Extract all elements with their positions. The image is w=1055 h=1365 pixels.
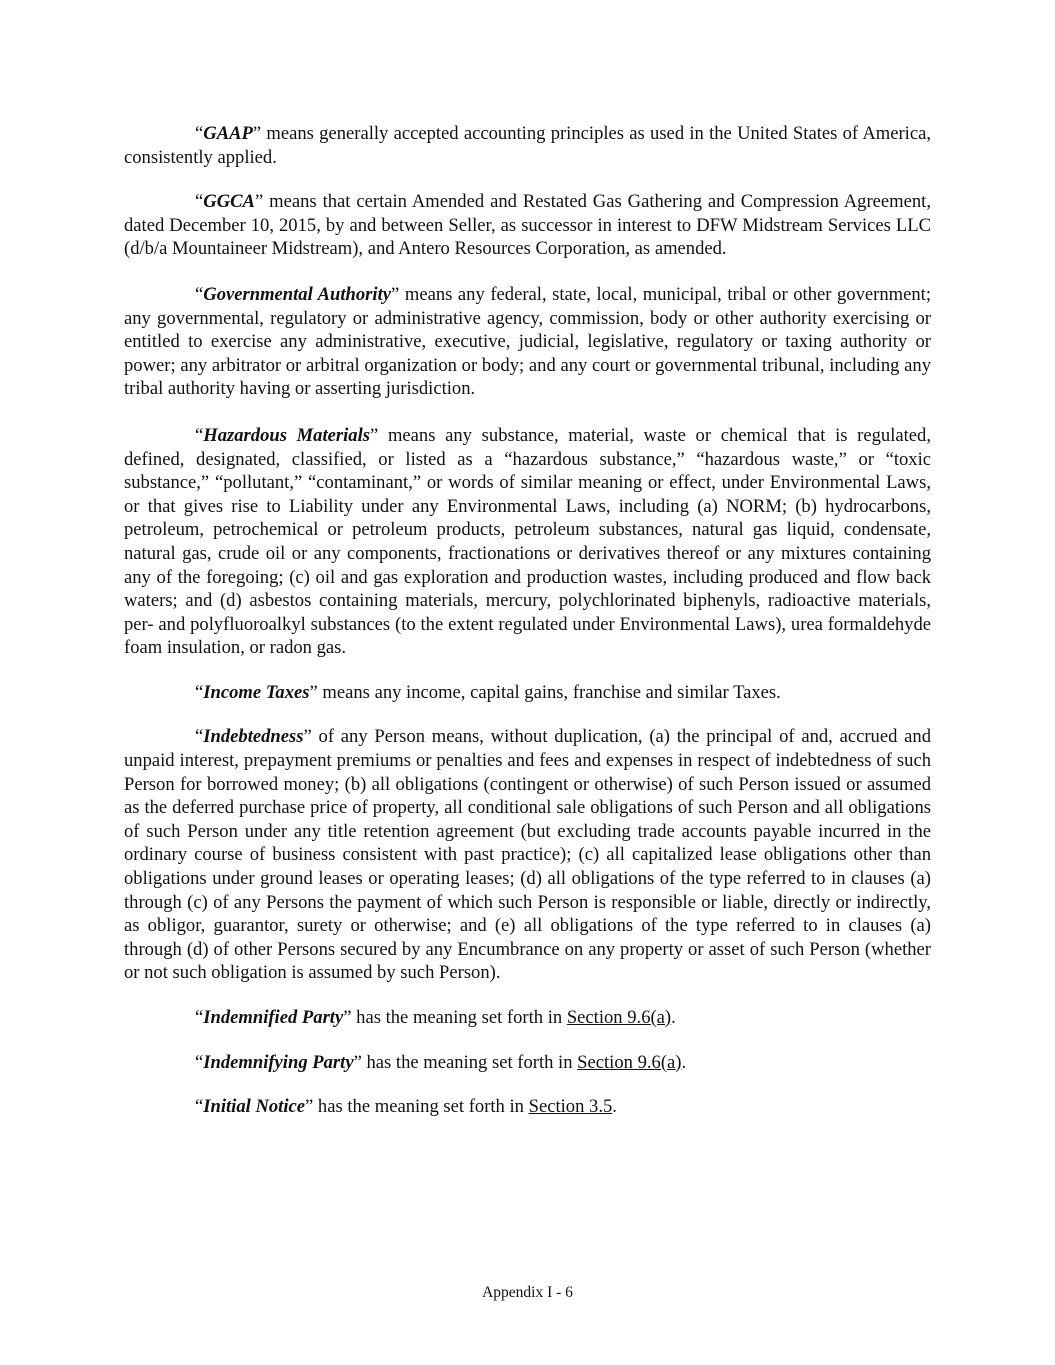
open-quote: “ [195, 681, 204, 703]
open-quote: “ [195, 1051, 204, 1073]
defined-term: Hazardous Materials [203, 424, 370, 446]
section-reference-link[interactable]: Section 9.6(a) [577, 1051, 682, 1073]
defined-term: Indebtedness [203, 726, 304, 748]
defined-term: Income Taxes [203, 681, 310, 703]
open-quote: “ [195, 424, 204, 446]
close-quote: ” [309, 681, 318, 703]
close-quote: ” [303, 726, 312, 748]
definition-text: means any income, capital gains, franchise and similar Taxes. [317, 681, 781, 703]
definition-ggca [124, 190, 931, 261]
close-quote: ” [343, 1007, 352, 1028]
definition-hazardous-materials [124, 424, 931, 660]
period: . [671, 1007, 676, 1028]
close-quote: ” [305, 1096, 314, 1118]
definition-income-taxes [124, 681, 931, 705]
definition-initial-notice [124, 1095, 931, 1119]
page-footer: Appendix I - 6 [482, 1284, 573, 1301]
close-quote: ” [252, 123, 262, 144]
close-quote: ” [391, 283, 400, 305]
definition-governmental-authority [124, 283, 931, 401]
defined-term: Indemnifying Party [203, 1051, 354, 1073]
definition-text: means generally accepted accounting principles as used in the United States of America, consistently applied. [124, 123, 931, 168]
close-quote: ” [254, 191, 264, 213]
open-quote: “ [195, 1096, 204, 1118]
defined-term: Initial Notice [203, 1096, 306, 1118]
defined-term: GAAP [203, 123, 253, 144]
definition-indemnifying-party [124, 1051, 931, 1075]
open-quote: “ [195, 726, 204, 748]
close-quote: ” [353, 1051, 362, 1073]
definition-text: of any Person means, without duplication, (a) the principal of and, accrued and unpaid interest, prepayment premiums or penalties and fees and expenses in respect of indebtedness of such Person for borrowed money; (b) all obligations (contingent or otherwise) of such Person issued or assumed as the deferred purchase price of property, all conditional sale obligations of such Person and all obligations of such Person under any title retention agreement (but excluding trade accounts payable incurred in the ordinary course of business consistent with past practice); (c) all capitalized lease obligations other than obligations under ground leases or operating leases; (d) all obligations of the type referred to in clauses (a) through (c) of any Persons the payment of which such Person is responsible or liable, directly or indirectly, as obligor, guarantor, surety or otherwise; and (e) all obligations of the type referred to in clauses (a) through (d) of other Persons secured by any Encumbrance on any property or asset of such Person (whether or not such obligation is assumed by such Person). [124, 726, 931, 984]
close-quote: ” [370, 424, 379, 446]
open-quote: “ [195, 283, 204, 305]
definition-indebtedness [124, 725, 931, 985]
definition-text: means that certain Amended and Restated Gas Gathering and Compression Agreement, dated December 10, 2015, by and between Seller, as successor in interest to DFW Midstream Services LLC (d/b/a Mountaineer Midstream), and Antero Resources Corporation, as amended. [124, 191, 931, 260]
definition-gaap [124, 122, 931, 169]
definition-text: has the meaning set forth in [313, 1096, 529, 1118]
document-page [124, 122, 931, 1119]
section-reference-link[interactable]: Section 3.5 [528, 1096, 613, 1118]
period: . [612, 1096, 617, 1118]
defined-term: Indemnified Party [203, 1007, 344, 1028]
open-quote: “ [195, 123, 204, 144]
definition-text: has the meaning set forth in [351, 1007, 567, 1028]
defined-term: GGCA [203, 191, 255, 213]
open-quote: “ [195, 1007, 204, 1028]
defined-term: Governmental Authority [203, 283, 392, 305]
definition-text: means any federal, state, local, municipal, tribal or other government; any governmental, regulatory or administrative agency, commission, body or other authority exercising or entitled to exercise any administrative, executive, judicial, legislative, regulatory or taxing authority or power; any arbitrator or arbitral organization or body; and any court or governmental tribunal, including any tribal authority having or asserting jurisdiction. [124, 283, 931, 400]
section-reference-link[interactable]: Section 9.6(a) [566, 1007, 672, 1028]
definition-text: has the meaning set forth in [361, 1051, 578, 1073]
definition-indemnified-party [124, 1006, 931, 1030]
open-quote: “ [195, 191, 204, 213]
definition-text: means any substance, material, waste or chemical that is regulated, defined, designated, classified, or listed as a “hazardous substance,” “hazardous waste,” or “toxic substance,” “pollutant,” “contaminant,” or words of similar meaning or effect, under Environmental Laws, or that gives rise to Liability under any Environmental Laws, including (a) NORM; (b) hydrocarbons, petroleum, petrochemical or petroleum products, petroleum substances, natural gas liquid, condensate, natural gas, crude oil or any components, fractionations or derivatives thereof or any mixtures containing any of the foregoing; (c) oil and gas exploration and production wastes, including produced and flow back waters; and (d) asbestos containing materials, mercury, polychlorinated biphenyls, radioactive materials, per- and polyfluoroalkyl substances (to the extent regulated under Environmental Laws), urea formaldehyde foam insulation, or radon gas. [124, 424, 931, 659]
period: . [681, 1051, 687, 1073]
